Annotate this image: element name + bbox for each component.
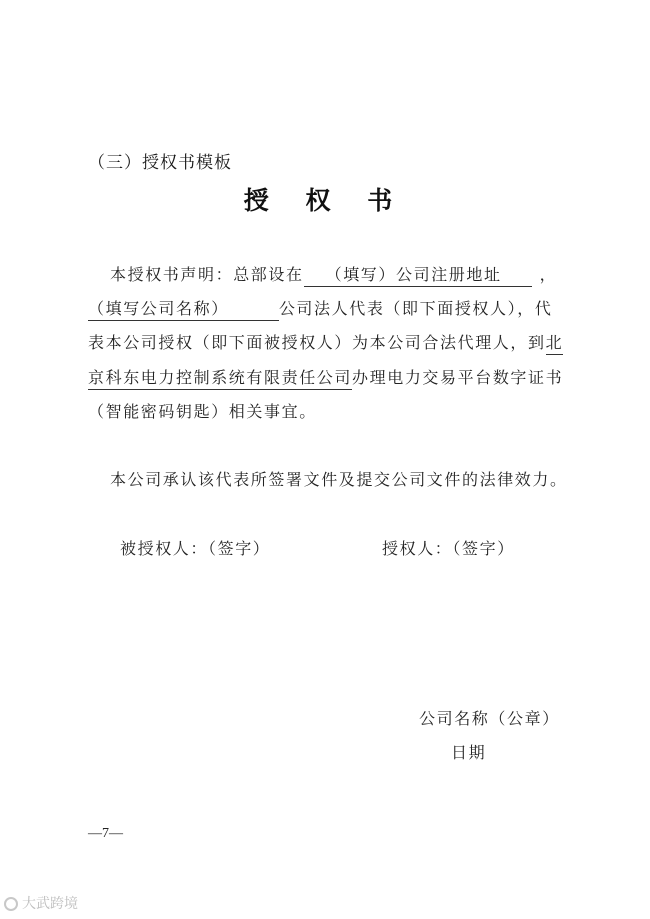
document-title: 授 权 书 [243, 186, 407, 215]
statement-prefix: 本授权书声明：总部设在 [110, 265, 304, 284]
company-name-field: （填写公司名称） [88, 296, 279, 321]
statement-line-4 [88, 365, 563, 390]
company-seal-label: 公司名称（公章） [419, 709, 560, 728]
line2-text: 公司法人代表（即下面授权人），代 [278, 299, 553, 318]
statement-line-3 [88, 330, 563, 355]
statement-line-5: （智能密码钥匙）相关事宜。 [88, 402, 317, 421]
page-number: —7— [88, 826, 123, 841]
company-underlined: 京科东电力控制系统有限责任公司 [88, 365, 352, 390]
authorized-person-signature: 被授权人：（签字） [120, 539, 271, 558]
watermark-logo-icon [4, 897, 18, 911]
registered-address-field: （填写）公司注册地址 [304, 262, 532, 287]
line3-text: 表本公司授权（即下面被授权人）为本公司合法代理人，到 [88, 333, 546, 352]
line1-comma: ， [539, 265, 558, 284]
statement-line-1 [110, 262, 557, 287]
line4-text: 办理电力交易平台数字证书 [352, 368, 564, 387]
watermark-text: 大武跨境 [22, 896, 78, 912]
company-underlined-start: 北 [546, 330, 564, 355]
commitment-paragraph: 本公司承认该代表所签署文件及提交公司文件的法律效力。 [110, 470, 568, 489]
authorizer-signature: 授权人：（签字） [382, 539, 515, 558]
section-heading: （三）授权书模板 [88, 153, 232, 173]
watermark [4, 893, 78, 913]
date-label: 日期 [451, 743, 487, 762]
statement-line-2 [88, 296, 552, 321]
